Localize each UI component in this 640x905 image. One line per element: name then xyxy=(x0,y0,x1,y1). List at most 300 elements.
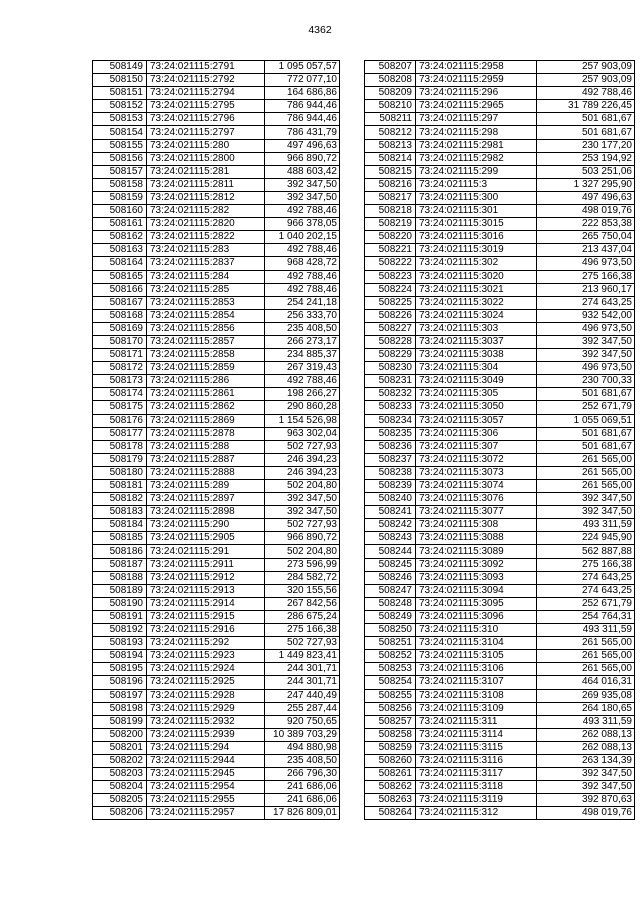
table-row xyxy=(365,218,635,231)
table-row xyxy=(93,624,340,637)
row-number-cell: 508230 xyxy=(365,362,416,375)
cadastral-number-cell: 73:24:021115:3050 xyxy=(416,401,537,414)
cadastral-number-cell: 73:24:021115:303 xyxy=(416,322,537,335)
table-row xyxy=(365,794,635,807)
row-number-cell: 508249 xyxy=(365,610,416,623)
table-row xyxy=(365,807,635,820)
cadastral-number-cell: 73:24:021115:304 xyxy=(416,362,537,375)
value-cell: 261 565,00 xyxy=(537,663,635,676)
value-cell: 263 134,39 xyxy=(537,754,635,767)
table-row xyxy=(93,571,340,584)
table-row xyxy=(365,453,635,466)
table-row xyxy=(365,610,635,623)
row-number-cell: 508253 xyxy=(365,663,416,676)
cadastral-number-cell: 73:24:021115:291 xyxy=(147,545,265,558)
row-number-cell: 508245 xyxy=(365,558,416,571)
value-cell: 269 935,08 xyxy=(537,689,635,702)
cadastral-number-cell: 73:24:021115:3015 xyxy=(416,218,537,231)
cadastral-number-cell: 73:24:021115:3072 xyxy=(416,453,537,466)
row-number-cell: 508171 xyxy=(93,349,147,362)
value-cell: 17 826 809,01 xyxy=(265,807,340,820)
table-row xyxy=(365,676,635,689)
value-cell: 562 887,88 xyxy=(537,545,635,558)
table-row xyxy=(93,519,340,532)
value-cell: 1 327 295,90 xyxy=(537,178,635,191)
value-cell: 498 019,76 xyxy=(537,205,635,218)
table-row xyxy=(365,741,635,754)
cadastral-number-cell: 73:24:021115:280 xyxy=(147,139,265,152)
table-row xyxy=(365,702,635,715)
table-row xyxy=(93,754,340,767)
value-cell: 786 944,46 xyxy=(265,113,340,126)
table-row xyxy=(93,414,340,427)
row-number-cell: 508214 xyxy=(365,152,416,165)
table-row xyxy=(93,205,340,218)
table-row xyxy=(93,427,340,440)
row-number-cell: 508169 xyxy=(93,322,147,335)
table-row xyxy=(93,676,340,689)
row-number-cell: 508220 xyxy=(365,231,416,244)
table-row xyxy=(365,637,635,650)
row-number-cell: 508166 xyxy=(93,283,147,296)
row-number-cell: 508247 xyxy=(365,584,416,597)
cadastral-number-cell: 73:24:021115:292 xyxy=(147,637,265,650)
row-number-cell: 508150 xyxy=(93,74,147,87)
row-number-cell: 508223 xyxy=(365,270,416,283)
row-number-cell: 508183 xyxy=(93,506,147,519)
row-number-cell: 508158 xyxy=(93,178,147,191)
cadastral-number-cell: 73:24:021115:2795 xyxy=(147,100,265,113)
row-number-cell: 508263 xyxy=(365,794,416,807)
row-number-cell: 508187 xyxy=(93,558,147,571)
row-number-cell: 508203 xyxy=(93,768,147,781)
table-body-right xyxy=(365,61,635,820)
cadastral-number-cell: 73:24:021115:2887 xyxy=(147,453,265,466)
table-row xyxy=(93,375,340,388)
row-number-cell: 508258 xyxy=(365,728,416,741)
value-cell: 31 789 226,45 xyxy=(537,100,635,113)
value-cell: 224 945,90 xyxy=(537,532,635,545)
value-cell: 244 301,71 xyxy=(265,663,340,676)
cadastral-number-cell: 73:24:021115:3089 xyxy=(416,545,537,558)
value-cell: 244 301,71 xyxy=(265,676,340,689)
table-row xyxy=(365,296,635,309)
cadastral-number-cell: 73:24:021115:3022 xyxy=(416,296,537,309)
cadastral-number-cell: 73:24:021115:308 xyxy=(416,519,537,532)
table-row xyxy=(365,414,635,427)
value-cell: 261 565,00 xyxy=(537,650,635,663)
value-cell: 265 750,04 xyxy=(537,231,635,244)
cadastral-number-cell: 73:24:021115:3105 xyxy=(416,650,537,663)
table-row xyxy=(93,453,340,466)
cadastral-number-cell: 73:24:021115:2878 xyxy=(147,427,265,440)
value-cell: 966 378,05 xyxy=(265,218,340,231)
row-number-cell: 508222 xyxy=(365,257,416,270)
value-cell: 275 166,38 xyxy=(537,270,635,283)
cadastral-number-cell: 73:24:021115:2965 xyxy=(416,100,537,113)
table-row xyxy=(365,362,635,375)
value-cell: 254 764,31 xyxy=(537,610,635,623)
row-number-cell: 508173 xyxy=(93,375,147,388)
table-row xyxy=(93,610,340,623)
table-row xyxy=(365,165,635,178)
value-cell: 502 727,93 xyxy=(265,519,340,532)
cadastral-number-cell: 73:24:021115:2958 xyxy=(416,61,537,74)
value-cell: 963 302,04 xyxy=(265,427,340,440)
row-number-cell: 508197 xyxy=(93,689,147,702)
cadastral-number-cell: 73:24:021115:3049 xyxy=(416,375,537,388)
row-number-cell: 508239 xyxy=(365,480,416,493)
table-row xyxy=(365,375,635,388)
row-number-cell: 508257 xyxy=(365,715,416,728)
table-row xyxy=(93,100,340,113)
value-cell: 968 428,72 xyxy=(265,257,340,270)
value-cell: 786 944,46 xyxy=(265,100,340,113)
row-number-cell: 508225 xyxy=(365,296,416,309)
value-cell: 267 842,56 xyxy=(265,597,340,610)
row-number-cell: 508209 xyxy=(365,87,416,100)
row-number-cell: 508212 xyxy=(365,126,416,139)
cadastral-number-cell: 73:24:021115:3093 xyxy=(416,571,537,584)
table-row xyxy=(93,637,340,650)
table-row xyxy=(93,362,340,375)
cadastral-number-cell: 73:24:021115:2869 xyxy=(147,414,265,427)
cadastral-number-cell: 73:24:021115:312 xyxy=(416,807,537,820)
value-cell: 261 565,00 xyxy=(537,637,635,650)
value-cell: 392 870,63 xyxy=(537,794,635,807)
row-number-cell: 508156 xyxy=(93,152,147,165)
row-number-cell: 508207 xyxy=(365,61,416,74)
table-row xyxy=(93,283,340,296)
table-row xyxy=(365,571,635,584)
row-number-cell: 508246 xyxy=(365,571,416,584)
table-row xyxy=(93,87,340,100)
table-row xyxy=(365,728,635,741)
table-row xyxy=(365,519,635,532)
cadastral-number-cell: 73:24:021115:301 xyxy=(416,205,537,218)
row-number-cell: 508244 xyxy=(365,545,416,558)
row-number-cell: 508192 xyxy=(93,624,147,637)
cadastral-number-cell: 73:24:021115:2982 xyxy=(416,152,537,165)
cadastral-number-cell: 73:24:021115:2925 xyxy=(147,676,265,689)
cadastral-number-cell: 73:24:021115:3114 xyxy=(416,728,537,741)
cadastral-number-cell: 73:24:021115:2915 xyxy=(147,610,265,623)
row-number-cell: 508248 xyxy=(365,597,416,610)
row-number-cell: 508262 xyxy=(365,781,416,794)
cadastral-number-cell: 73:24:021115:2812 xyxy=(147,191,265,204)
row-number-cell: 508232 xyxy=(365,388,416,401)
row-number-cell: 508210 xyxy=(365,100,416,113)
row-number-cell: 508243 xyxy=(365,532,416,545)
table-row xyxy=(365,113,635,126)
value-cell: 501 681,67 xyxy=(537,440,635,453)
row-number-cell: 508233 xyxy=(365,401,416,414)
table-row xyxy=(365,624,635,637)
row-number-cell: 508160 xyxy=(93,205,147,218)
row-number-cell: 508178 xyxy=(93,440,147,453)
value-cell: 164 686,86 xyxy=(265,87,340,100)
cadastral-number-cell: 73:24:021115:2859 xyxy=(147,362,265,375)
row-number-cell: 508177 xyxy=(93,427,147,440)
row-number-cell: 508182 xyxy=(93,493,147,506)
row-number-cell: 508204 xyxy=(93,781,147,794)
value-cell: 502 204,80 xyxy=(265,480,340,493)
table-row xyxy=(365,126,635,139)
table-row xyxy=(93,218,340,231)
value-cell: 267 319,43 xyxy=(265,362,340,375)
table-row xyxy=(93,597,340,610)
value-cell: 502 727,93 xyxy=(265,637,340,650)
table-row xyxy=(365,87,635,100)
value-cell: 235 408,50 xyxy=(265,322,340,335)
value-cell: 392 347,50 xyxy=(537,493,635,506)
row-number-cell: 508238 xyxy=(365,466,416,479)
table-row xyxy=(93,152,340,165)
table-row xyxy=(93,349,340,362)
cadastral-number-cell: 73:24:021115:3095 xyxy=(416,597,537,610)
cadastral-number-cell: 73:24:021115:305 xyxy=(416,388,537,401)
table-row xyxy=(93,768,340,781)
value-cell: 501 681,67 xyxy=(537,113,635,126)
table-row xyxy=(93,61,340,74)
value-cell: 252 671,79 xyxy=(537,597,635,610)
row-number-cell: 508240 xyxy=(365,493,416,506)
value-cell: 275 166,38 xyxy=(537,558,635,571)
cadastral-number-cell: 73:24:021115:3096 xyxy=(416,610,537,623)
row-number-cell: 508242 xyxy=(365,519,416,532)
row-number-cell: 508229 xyxy=(365,349,416,362)
table-row xyxy=(93,545,340,558)
row-number-cell: 508191 xyxy=(93,610,147,623)
row-number-cell: 508193 xyxy=(93,637,147,650)
value-cell: 496 973,50 xyxy=(537,362,635,375)
row-number-cell: 508254 xyxy=(365,676,416,689)
value-cell: 920 750,65 xyxy=(265,715,340,728)
row-number-cell: 508188 xyxy=(93,571,147,584)
table-row xyxy=(365,781,635,794)
cadastral-number-cell: 73:24:021115:3118 xyxy=(416,781,537,794)
row-number-cell: 508181 xyxy=(93,480,147,493)
cadastral-number-cell: 73:24:021115:299 xyxy=(416,165,537,178)
value-cell: 492 788,46 xyxy=(537,87,635,100)
cadastral-number-cell: 73:24:021115:2939 xyxy=(147,728,265,741)
value-cell: 1 095 057,57 xyxy=(265,61,340,74)
cadastral-number-cell: 73:24:021115:2932 xyxy=(147,715,265,728)
table-row xyxy=(93,401,340,414)
cadastral-number-cell: 73:24:021115:2800 xyxy=(147,152,265,165)
row-number-cell: 508185 xyxy=(93,532,147,545)
table-row xyxy=(365,309,635,322)
cadastral-number-cell: 73:24:021115:286 xyxy=(147,375,265,388)
row-number-cell: 508201 xyxy=(93,741,147,754)
row-number-cell: 508231 xyxy=(365,375,416,388)
registry-table-left xyxy=(92,60,340,820)
value-cell: 492 788,46 xyxy=(265,205,340,218)
row-number-cell: 508184 xyxy=(93,519,147,532)
cadastral-number-cell: 73:24:021115:2905 xyxy=(147,532,265,545)
table-row xyxy=(365,506,635,519)
registry-table-right xyxy=(364,60,635,820)
value-cell: 266 273,17 xyxy=(265,335,340,348)
value-cell: 262 088,13 xyxy=(537,728,635,741)
row-number-cell: 508168 xyxy=(93,309,147,322)
table-row xyxy=(93,139,340,152)
cadastral-number-cell: 73:24:021115:3108 xyxy=(416,689,537,702)
value-cell: 246 394,23 xyxy=(265,453,340,466)
value-cell: 392 347,50 xyxy=(537,781,635,794)
row-number-cell: 508149 xyxy=(93,61,147,74)
table-row xyxy=(365,335,635,348)
value-cell: 284 582,72 xyxy=(265,571,340,584)
table-row xyxy=(365,754,635,767)
row-number-cell: 508251 xyxy=(365,637,416,650)
value-cell: 253 194,92 xyxy=(537,152,635,165)
cadastral-number-cell: 73:24:021115:282 xyxy=(147,205,265,218)
row-number-cell: 508161 xyxy=(93,218,147,231)
table-row xyxy=(365,61,635,74)
cadastral-number-cell: 73:24:021115:2888 xyxy=(147,466,265,479)
table-row xyxy=(365,139,635,152)
cadastral-number-cell: 73:24:021115:3117 xyxy=(416,768,537,781)
value-cell: 772 077,10 xyxy=(265,74,340,87)
table-row xyxy=(93,663,340,676)
value-cell: 252 671,79 xyxy=(537,401,635,414)
cadastral-number-cell: 73:24:021115:2924 xyxy=(147,663,265,676)
cadastral-number-cell: 73:24:021115:3024 xyxy=(416,309,537,322)
table-row xyxy=(365,100,635,113)
table-row xyxy=(365,257,635,270)
cadastral-number-cell: 73:24:021115:2928 xyxy=(147,689,265,702)
table-row xyxy=(93,584,340,597)
cadastral-number-cell: 73:24:021115:2945 xyxy=(147,768,265,781)
value-cell: 261 565,00 xyxy=(537,453,635,466)
value-cell: 1 055 069,51 xyxy=(537,414,635,427)
cadastral-number-cell: 73:24:021115:2837 xyxy=(147,257,265,270)
value-cell: 492 788,46 xyxy=(265,283,340,296)
value-cell: 274 643,25 xyxy=(537,571,635,584)
value-cell: 264 180,65 xyxy=(537,702,635,715)
value-cell: 496 973,50 xyxy=(537,322,635,335)
cadastral-number-cell: 73:24:021115:2792 xyxy=(147,74,265,87)
cadastral-number-cell: 73:24:021115:3088 xyxy=(416,532,537,545)
cadastral-number-cell: 73:24:021115:2913 xyxy=(147,584,265,597)
table-row xyxy=(93,480,340,493)
row-number-cell: 508259 xyxy=(365,741,416,754)
table-row xyxy=(365,440,635,453)
value-cell: 392 347,50 xyxy=(537,335,635,348)
cadastral-number-cell: 73:24:021115:3073 xyxy=(416,466,537,479)
value-cell: 230 700,33 xyxy=(537,375,635,388)
table-row xyxy=(365,715,635,728)
row-number-cell: 508213 xyxy=(365,139,416,152)
cadastral-number-cell: 73:24:021115:2959 xyxy=(416,74,537,87)
cadastral-number-cell: 73:24:021115:2923 xyxy=(147,650,265,663)
row-number-cell: 508151 xyxy=(93,87,147,100)
cadastral-number-cell: 73:24:021115:3109 xyxy=(416,702,537,715)
table-row xyxy=(365,388,635,401)
row-number-cell: 508174 xyxy=(93,388,147,401)
row-number-cell: 508260 xyxy=(365,754,416,767)
cadastral-number-cell: 73:24:021115:2916 xyxy=(147,624,265,637)
table-row xyxy=(93,440,340,453)
value-cell: 501 681,67 xyxy=(537,427,635,440)
row-number-cell: 508180 xyxy=(93,466,147,479)
cadastral-number-cell: 73:24:021115:311 xyxy=(416,715,537,728)
table-row xyxy=(93,309,340,322)
value-cell: 257 903,09 xyxy=(537,74,635,87)
table-row xyxy=(93,715,340,728)
row-number-cell: 508250 xyxy=(365,624,416,637)
row-number-cell: 508252 xyxy=(365,650,416,663)
cadastral-number-cell: 73:24:021115:296 xyxy=(416,87,537,100)
row-number-cell: 508152 xyxy=(93,100,147,113)
value-cell: 492 788,46 xyxy=(265,270,340,283)
row-number-cell: 508164 xyxy=(93,257,147,270)
value-cell: 498 019,76 xyxy=(537,807,635,820)
table-row xyxy=(93,493,340,506)
row-number-cell: 508175 xyxy=(93,401,147,414)
row-number-cell: 508179 xyxy=(93,453,147,466)
value-cell: 392 347,50 xyxy=(265,493,340,506)
value-cell: 10 389 703,29 xyxy=(265,728,340,741)
table-row xyxy=(365,532,635,545)
cadastral-number-cell: 73:24:021115:2914 xyxy=(147,597,265,610)
value-cell: 493 311,59 xyxy=(537,519,635,532)
cadastral-number-cell: 73:24:021115:2861 xyxy=(147,388,265,401)
table-row xyxy=(93,257,340,270)
cadastral-number-cell: 73:24:021115:3094 xyxy=(416,584,537,597)
value-cell: 274 643,25 xyxy=(537,584,635,597)
table-row xyxy=(365,650,635,663)
cadastral-number-cell: 73:24:021115:3038 xyxy=(416,349,537,362)
table-row xyxy=(93,165,340,178)
row-number-cell: 508234 xyxy=(365,414,416,427)
table-row xyxy=(365,689,635,702)
table-row xyxy=(365,349,635,362)
value-cell: 266 796,30 xyxy=(265,768,340,781)
cadastral-number-cell: 73:24:021115:289 xyxy=(147,480,265,493)
page-number: 4362 xyxy=(308,24,332,36)
row-number-cell: 508195 xyxy=(93,663,147,676)
row-number-cell: 508218 xyxy=(365,205,416,218)
row-number-cell: 508165 xyxy=(93,270,147,283)
value-cell: 241 686,06 xyxy=(265,781,340,794)
cadastral-number-cell: 73:24:021115:3077 xyxy=(416,506,537,519)
table-row xyxy=(93,506,340,519)
table-row xyxy=(93,689,340,702)
row-number-cell: 508228 xyxy=(365,335,416,348)
cadastral-number-cell: 73:24:021115:2857 xyxy=(147,335,265,348)
value-cell: 392 347,50 xyxy=(537,349,635,362)
value-cell: 262 088,13 xyxy=(537,741,635,754)
cadastral-number-cell: 73:24:021115:2854 xyxy=(147,309,265,322)
row-number-cell: 508153 xyxy=(93,113,147,126)
table-row xyxy=(93,178,340,191)
table-row xyxy=(93,231,340,244)
cadastral-number-cell: 73:24:021115:3074 xyxy=(416,480,537,493)
cadastral-number-cell: 73:24:021115:2898 xyxy=(147,506,265,519)
table-row xyxy=(93,807,340,820)
cadastral-number-cell: 73:24:021115:3021 xyxy=(416,283,537,296)
cadastral-number-cell: 73:24:021115:2820 xyxy=(147,218,265,231)
table-row xyxy=(93,191,340,204)
value-cell: 241 686,06 xyxy=(265,794,340,807)
row-number-cell: 508237 xyxy=(365,453,416,466)
value-cell: 246 394,23 xyxy=(265,466,340,479)
table-row xyxy=(93,794,340,807)
value-cell: 234 885,37 xyxy=(265,349,340,362)
table-row xyxy=(93,244,340,257)
